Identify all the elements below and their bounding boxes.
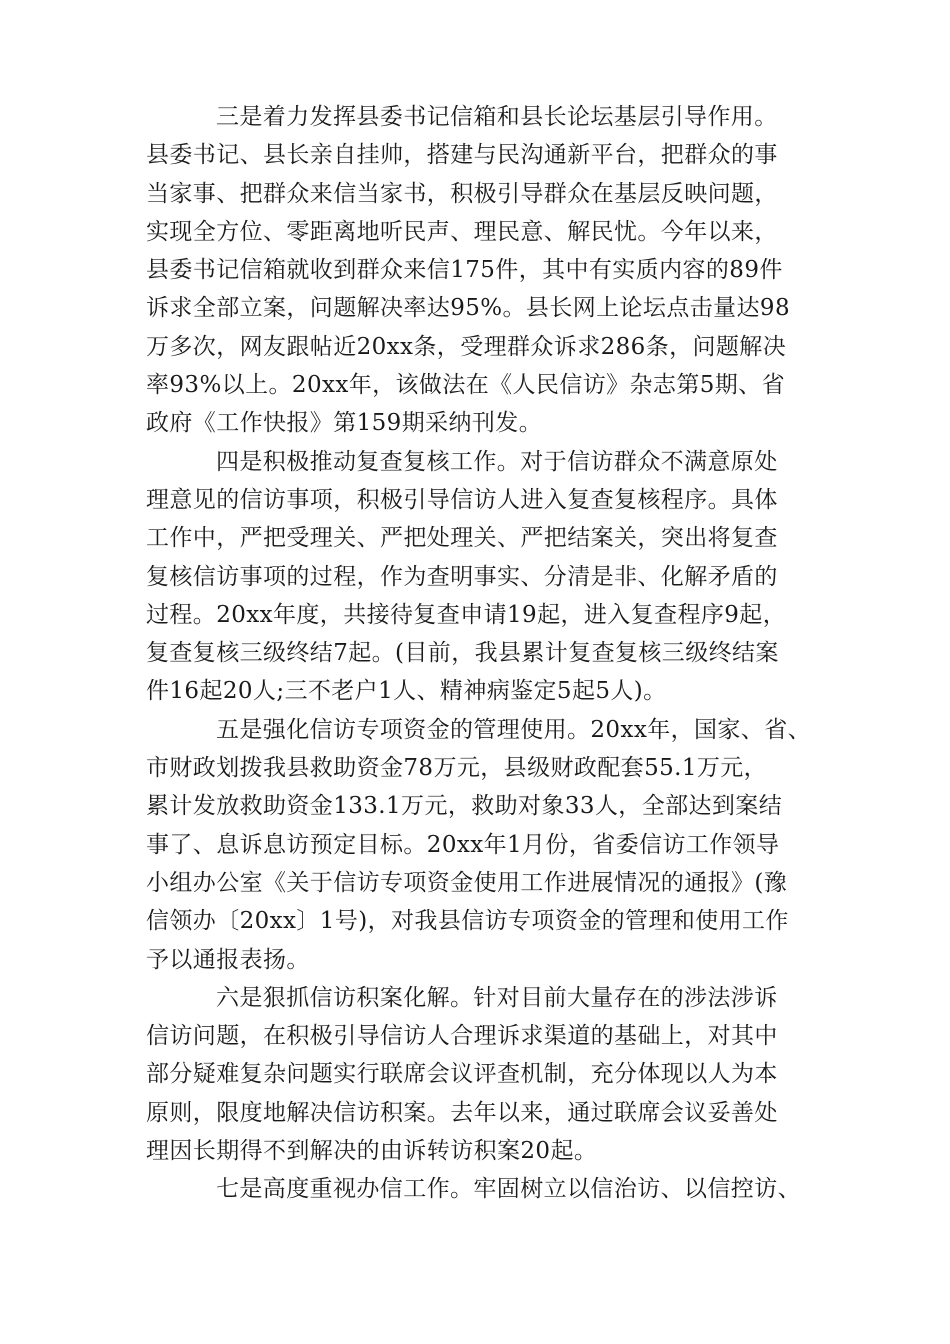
paragraph-2-line-2: 理意见的信访事项，积极引导信访人进入复查复核程序。具体 (146, 486, 778, 513)
paragraph-3-line-1: 五是强化信访专项资金的管理使用。20xx年，国家、省、 (216, 716, 812, 743)
paragraph-1-line-9: 政府《工作快报》第159期采纳刊发。 (146, 410, 543, 437)
paragraph-1-line-4: 实现全方位、零距离地听民声、理民意、解民忧。今年以来， (146, 218, 778, 245)
paragraph-4-line-2: 信访问题，在积极引导信访人合理诉求渠道的基础上，对其中 (146, 1023, 778, 1050)
paragraph-1-line-2: 县委书记、县长亲自挂帅，搭建与民沟通新平台，把群众的事 (146, 142, 778, 169)
paragraph-2-line-1: 四是积极推动复查复核工作。对于信访群众不满意原处 (216, 448, 778, 475)
paragraph-3-line-5: 小组办公室《关于信访专项资金使用工作进展情况的通报》(豫 (146, 869, 788, 896)
paragraph-2-line-4: 复核信访事项的过程，作为查明事实、分清是非、化解矛盾的 (146, 563, 778, 590)
document-body (146, 98, 816, 1209)
paragraph-3-line-6: 信领办〔20xx〕1号)，对我县信访专项资金的管理和使用工作 (146, 908, 789, 935)
paragraph-1-line-1: 三是着力发挥县委书记信箱和县长论坛基层引导作用。 (216, 104, 778, 130)
paragraph-1-line-6: 诉求全部立案，问题解决率达95%。县长网上论坛点击量达98 (146, 295, 790, 322)
paragraph-1-line-3: 当家事、把群众来信当家书，积极引导群众在基层反映问题， (146, 180, 778, 207)
paragraph-1-line-7: 万多次，网友跟帖近20xx条，受理群众诉求286条，问题解决 (146, 333, 787, 360)
paragraph-3-line-3: 累计发放救助资金133.1万元，救助对象33人，全部达到案结 (146, 793, 783, 820)
paragraph-4-line-1: 六是狠抓信访积案化解。针对目前大量存在的涉法涉诉 (216, 984, 778, 1011)
paragraph-3-line-2: 市财政划拨我县救助资金78万元，县级财政配套55.1万元， (146, 755, 768, 782)
paragraph-2-line-6: 复查复核三级终结7起。(目前，我县累计复查复核三级终结案 (146, 640, 779, 667)
paragraph-4-line-3: 部分疑难复杂问题实行联席会议评查机制，充分体现以人为本 (146, 1061, 778, 1088)
paragraph-3-line-4: 事了、息诉息访预定目标。20xx年1月份，省委信访工作领导 (146, 831, 780, 858)
paragraph-4-line-5: 理因长期得不到解决的由诉转访积案20起。 (146, 1138, 598, 1165)
paragraph-4-line-4: 原则，限度地解决信访积案。去年以来，通过联席会议妥善处 (146, 1099, 778, 1126)
paragraph-1-line-5: 县委书记信箱就收到群众来信175件，其中有实质内容的89件 (146, 257, 783, 284)
paragraph-2-line-3: 工作中，严把受理关、严把处理关、严把结案关，突出将复查 (146, 525, 778, 552)
paragraph-3-line-7: 予以通报表扬。 (146, 946, 310, 973)
paragraph-1-line-8: 率93%以上。20xx年，该做法在《人民信访》杂志第5期、省 (146, 372, 785, 399)
paragraph-5-line-1: 七是高度重视办信工作。牢固树立以信治访、以信控访、 (216, 1176, 801, 1203)
paragraph-2-line-7: 件16起20人;三不老户1人、精神病鉴定5起5人)。 (146, 678, 667, 705)
paragraph-2-line-5: 过程。20xx年度，共接待复查申请19起，进入复查程序9起， (146, 601, 787, 628)
